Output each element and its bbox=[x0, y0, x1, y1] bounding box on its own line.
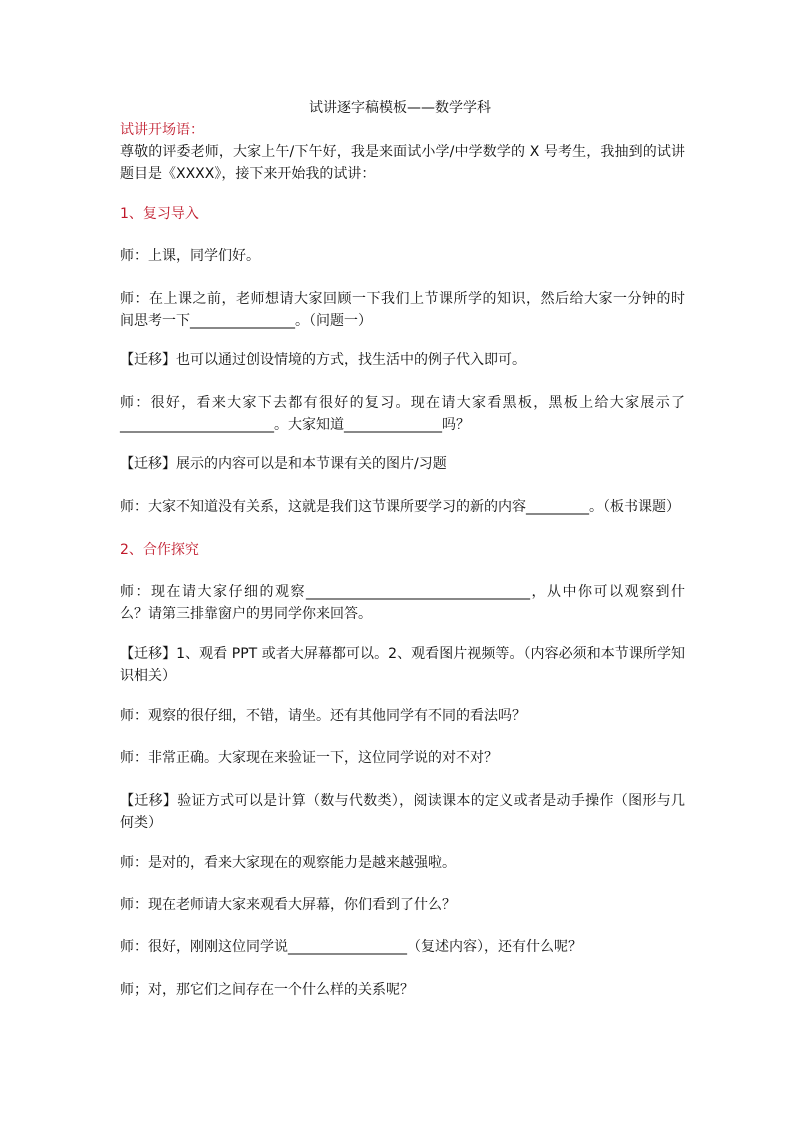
paragraph-13: 师：现在老师请大家来观看大屏幕，你们看到了什么？ bbox=[120, 897, 456, 913]
paragraph-5-transfer-note: 【迁移】展示的内容可以是和本节课有关的图片/习题 bbox=[120, 456, 447, 472]
document-title: 试讲逐字稿模板——数学学科 bbox=[309, 100, 491, 116]
paragraph-2-line-1: 师：在上课之前，老师想请大家回顾一下我们上节课所学的知识，然后给大家一分钟的时 bbox=[120, 291, 685, 307]
section-1-heading: 1、复习导入 bbox=[120, 206, 199, 222]
paragraph-3-transfer-note: 【迁移】也可以通过创设情境的方式，找生活中的例子代入即可。 bbox=[120, 352, 526, 368]
opening-text-line-2: 题目是《XXXX》，接下来开始我的试讲： bbox=[120, 166, 376, 182]
paragraph-4-line-1: 师：很好，看来大家下去都有很好的复习。现在请大家看黑板，黑板上给大家展示了 bbox=[120, 395, 685, 411]
paragraph-8-line-1: 【迁移】1、观看 PPT 或者大屏幕都可以。2、观看图片视频等。（内容必须和本节课所学知 bbox=[120, 646, 685, 662]
opening-text-line-1: 尊敬的评委老师，大家上午/下午好，我是来面试小学/中学数学的 X 号考生，我抽到的试讲 bbox=[120, 144, 685, 160]
paragraph-10: 师：非常正确。大家现在来验证一下，这位同学说的对不对？ bbox=[120, 750, 498, 766]
paragraph-11-line-2: 何类） bbox=[120, 815, 162, 831]
opening-heading: 试讲开场语： bbox=[120, 122, 204, 138]
paragraph-8-line-2: 识相关） bbox=[120, 668, 176, 684]
paragraph-1: 师：上课，同学们好。 bbox=[120, 248, 260, 264]
paragraph-9: 师：观察的很仔细，不错，请坐。还有其他同学有不同的看法吗？ bbox=[120, 708, 526, 724]
section-2-heading: 2、合作探究 bbox=[120, 542, 199, 558]
paragraph-12: 师：是对的，看来大家现在的观察能力是越来越强啦。 bbox=[120, 855, 456, 871]
paragraph-2-line-2: 间思考一下_______________。（问题一） bbox=[120, 313, 372, 329]
paragraph-6: 师：大家不知道没有关系，这就是我们这节课所要学习的新的内容_________。（板书课题） bbox=[120, 499, 680, 515]
paragraph-14: 师：很好，刚刚这位同学说_________________（复述内容），还有什么呢？ bbox=[120, 939, 582, 955]
paragraph-7-line-1: 师：现在请大家仔细的观察________________________________，从中你可以观察到什 bbox=[120, 584, 685, 600]
paragraph-11-line-1: 【迁移】验证方式可以是计算（数与代数类），阅读课本的定义或者是动手操作（图形与几 bbox=[120, 793, 685, 809]
paragraph-7-line-2: 么？请第三排靠窗户的男同学你来回答。 bbox=[120, 606, 372, 622]
paragraph-4-line-2: ______________________。大家知道______________吗？ bbox=[120, 417, 470, 433]
paragraph-15: 师；对，那它们之间存在一个什么样的关系呢？ bbox=[120, 982, 414, 998]
